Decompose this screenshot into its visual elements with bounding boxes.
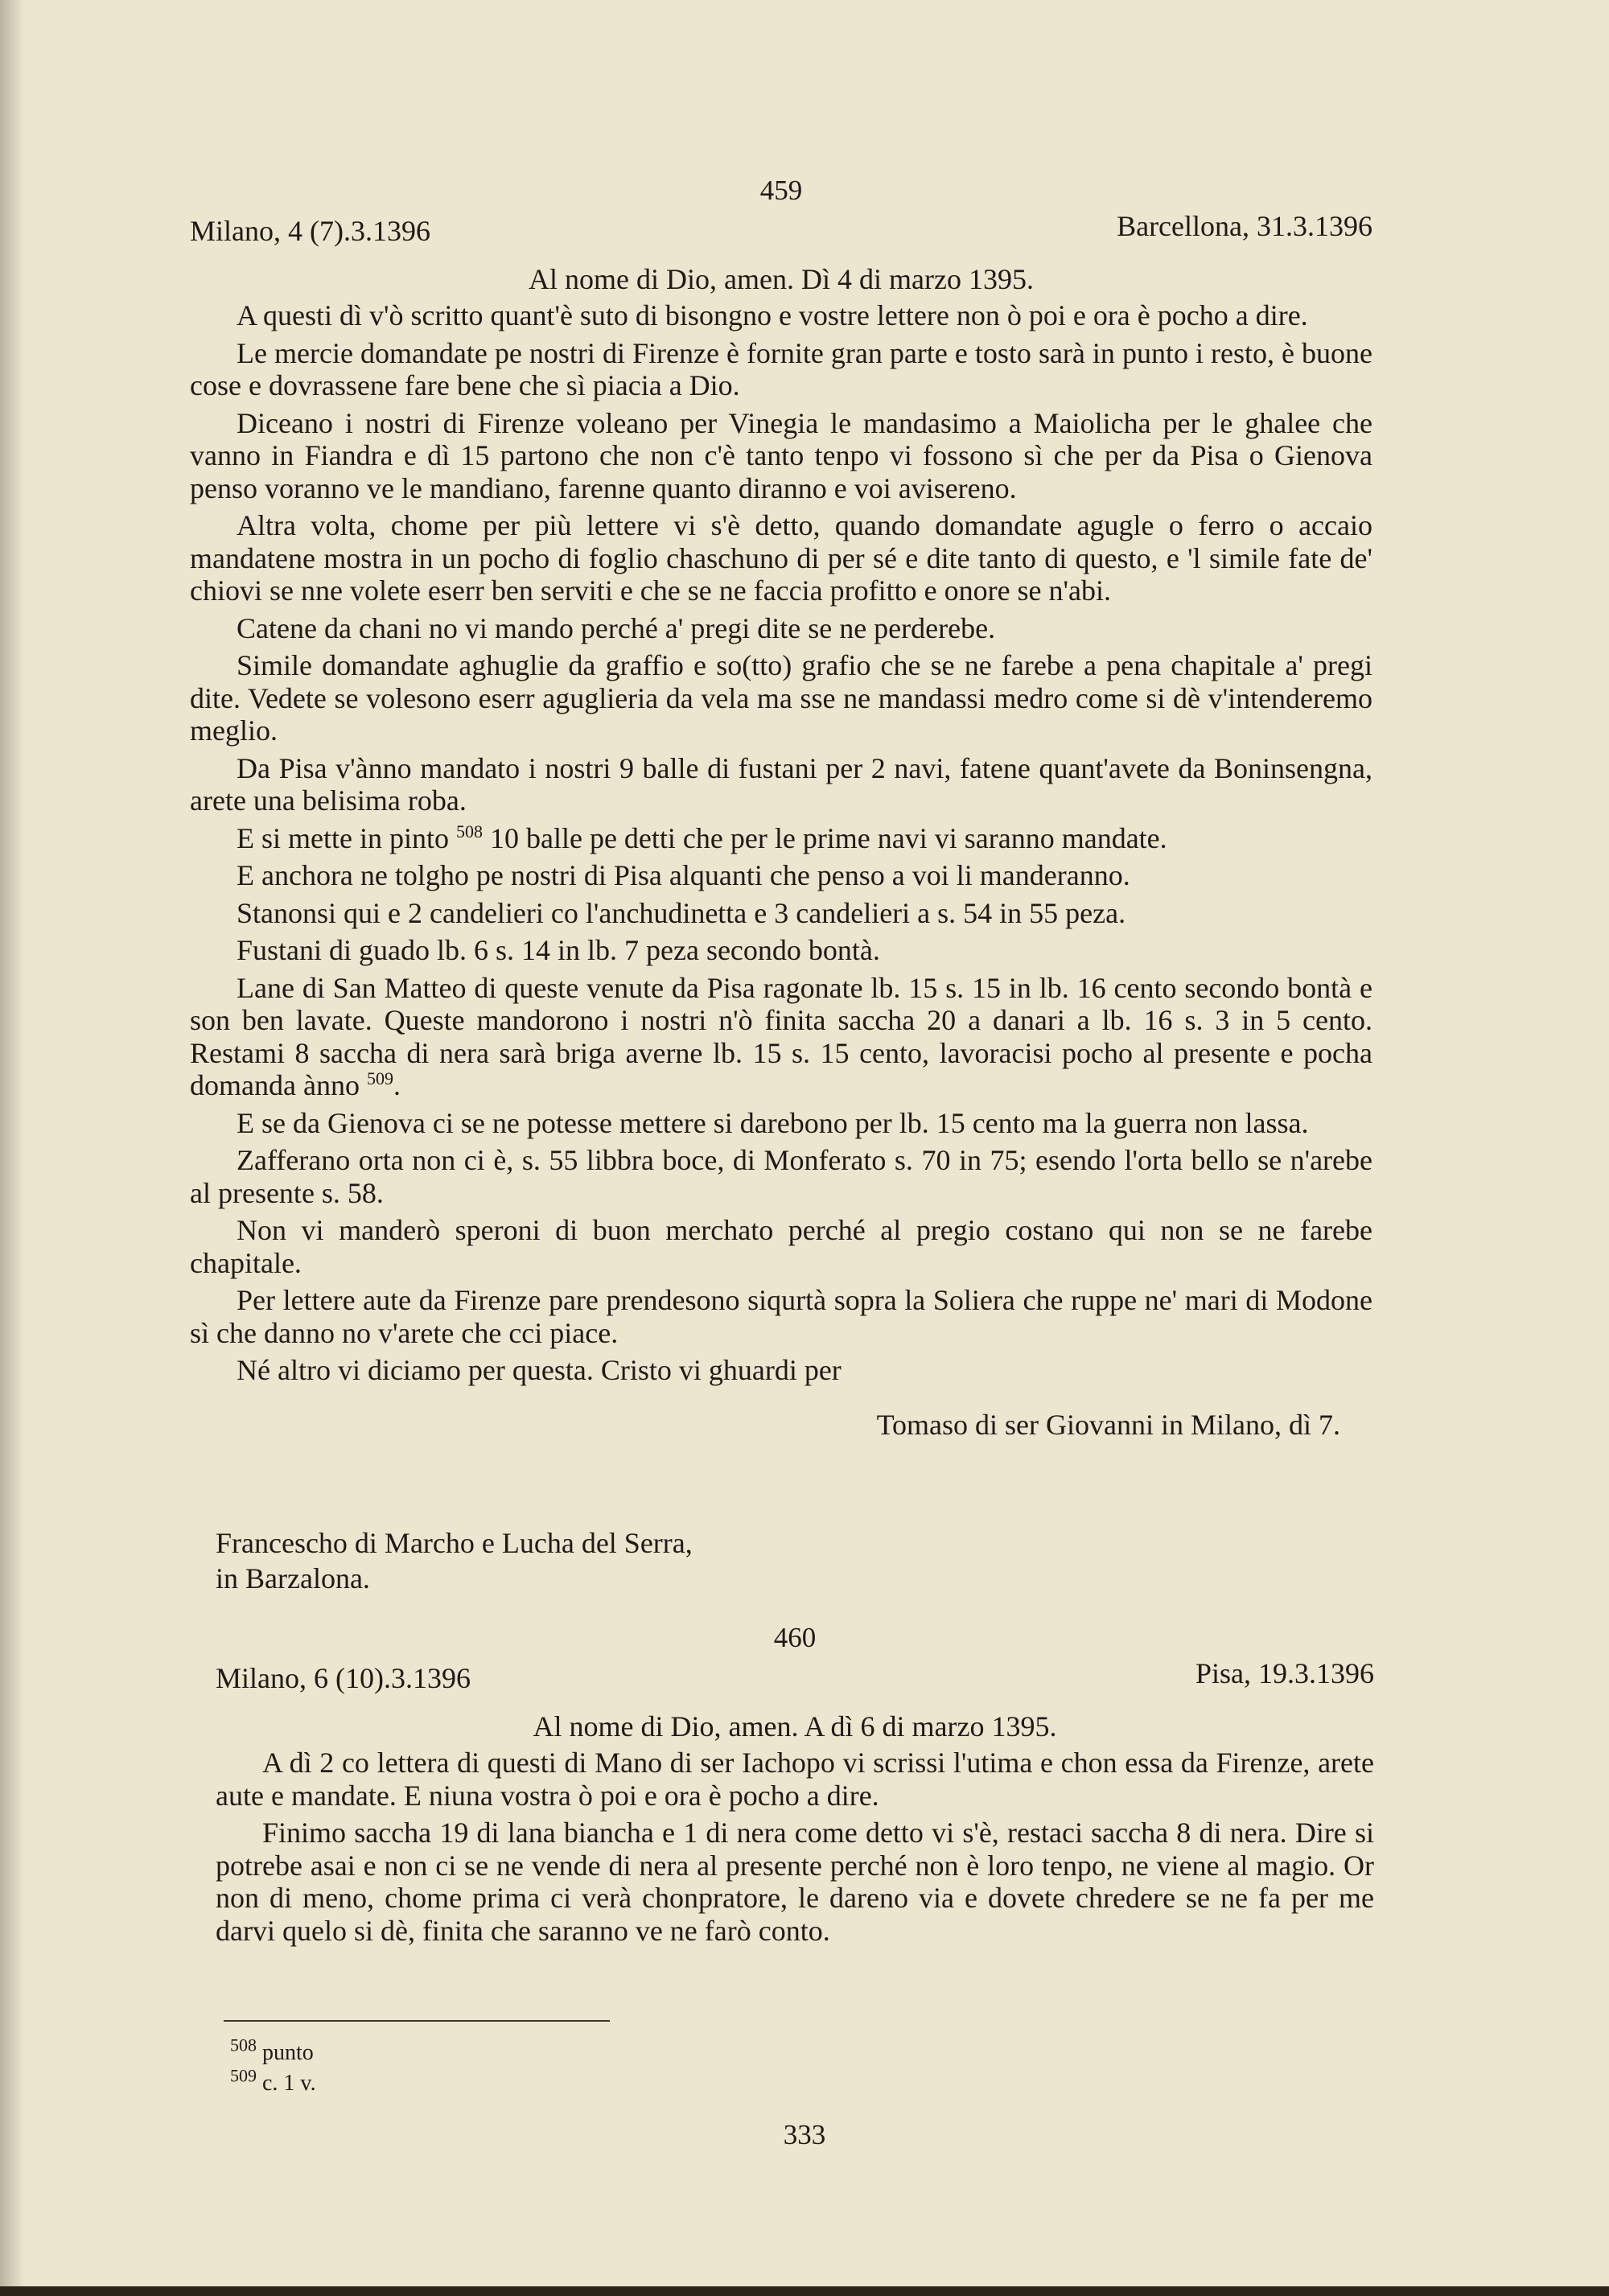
footnote: [230, 2035, 316, 2068]
paragraph-text: E si mette in pinto: [237, 821, 456, 854]
paragraph: A dì 2 co lettera di questi di Mano di ser Iachopo vi scrissi l'utima e chon essa da Firenze, arete aute e mandate. E niuna vostra ò poi e ora è pocho a dire.: [216, 1747, 1374, 1812]
paragraph-with-footnote: [190, 972, 1372, 1102]
sender-place-date: Milano, 4 (7).3.1396: [190, 215, 430, 247]
footnote-reference: 509: [366, 1068, 393, 1088]
paragraph: Altra volta, chome per più lettere vi s'è detto, quando domandate agugle o ferro o accaio mandatene mostra in un pocho di foglio chaschuno di per sé e dite tanto di questo, e 'l simile fate de' chiovi se nne volete eserr ben serviti e che se ne faccia profitto e onore se n'abi.: [190, 509, 1372, 607]
footnote-divider: [224, 2020, 610, 2022]
paragraph: Per lettere aute da Firenze pare prendesono siqurtà sopra la Soliera che ruppe ne' mari di Modone sì che danno no v'arete che cci piace.: [190, 1284, 1372, 1349]
letter-number: 459: [759, 175, 803, 206]
footnote-text: c. 1 v.: [262, 2071, 316, 2096]
letter-header: [216, 1656, 1374, 1701]
letter-address: [216, 1525, 693, 1596]
letter-459: [190, 172, 1372, 1442]
footnote-mark: 508: [230, 2035, 257, 2055]
paragraph: Non vi manderò speroni di buon merchato perché al pregio costano qui non se ne farebe chapitale.: [190, 1214, 1372, 1279]
page-bottom-edge: [0, 2286, 1609, 2296]
address-line: in Barzalona.: [216, 1562, 370, 1594]
footnote-reference: 508: [455, 821, 483, 841]
paragraph: Diceano i nostri di Firenze voleano per Vinegia le mandasimo a Maiolicha per le ghalee che vanno in Fiandra e dì 15 partono che non c'è tanto tenpo vi fossono sì che per da Pisa o Gienova penso voranno ve le mandiano, farenne quanto diranno e voi avisereno.: [190, 406, 1372, 504]
paragraph: Le mercie domandate pe nostri di Firenze è fornite gran parte e tosto sarà in punto i resto, è buone cose e dovrassene fare bene che sì piacia a Dio.: [190, 336, 1372, 401]
recipient-place-date: Pisa, 19.3.1396: [1195, 1657, 1374, 1689]
paragraph: Né altro vi diciamo per questa. Cristo vi ghuardi per: [237, 1354, 842, 1386]
paragraph: E se da Gienova ci se ne potesse mettere si darebono per lb. 15 cento ma la guerra non lassa.: [237, 1106, 1309, 1139]
letter-signature: Tomaso di ser Giovanni in Milano, dì 7.: [876, 1408, 1340, 1441]
book-spine-shadow: [0, 0, 24, 2296]
letter-invocation: Al nome di Dio, amen. A dì 6 di marzo 1395.: [533, 1710, 1057, 1743]
address-line: Francescho di Marcho e Lucha del Serra,: [216, 1527, 693, 1559]
paragraph-with-footnote: [190, 822, 1372, 855]
paragraph-text: Lane di San Matteo di queste venute da Pisa ragonate lb. 15 s. 15 in lb. 16 cento secondo bontà e son ben lavate. Queste mandorono i nostri n'ò finita saccha 20 a danari a lb. 16 s. 3 in 5 cento. Restami 8 saccha di nera sarà briga averne lb. 15 s. 15 cento, lavoracisi pocho al presente e pocha domanda ànno: [190, 971, 1372, 1101]
footnote-mark: 509: [230, 2065, 257, 2086]
paragraph: Finimo saccha 19 di lana biancha e 1 di nera come detto vi s'è, restaci saccha 8 di nera. Dire si potrebe asai e non ci se ne vende di nera al presente perché non è loro tenpo, ne viene al magio. Or non di meno, chome prima ci verà chonpratore, le dareno via e dovete chredere se ne fa per me darvi quelo si dè, finita che saranno ve ne farò conto.: [216, 1817, 1374, 1947]
paragraph: Simile domandate aghuglie da graffio e so(tto) grafio che se ne farebe a pena chapitale a' pregi dite. Vedete se volesono eserr aguglieria da vela ma sse ne mandassi medro come si dè v'intenderemo meglio.: [190, 649, 1372, 747]
paragraph-text: .: [393, 1069, 401, 1101]
paragraph: Fustani di guado lb. 6 s. 14 in lb. 7 peza secondo bontà.: [237, 934, 880, 966]
sender-place-date: Milano, 6 (10).3.1396: [216, 1662, 471, 1694]
footnote: [230, 2065, 316, 2099]
letter-460: [216, 1619, 1374, 1952]
footnotes: [230, 2035, 316, 2099]
page-number: 333: [783, 2119, 826, 2150]
letter-header: [190, 209, 1372, 254]
paragraph: Catene da chani no vi mando perché a' pregi dite se ne perderebe.: [237, 611, 996, 644]
footnote-text: punto: [262, 2040, 314, 2065]
letter-number: 460: [773, 1622, 817, 1653]
paragraph: E anchora ne tolgho pe nostri di Pisa alquanti che penso a voi li manderanno.: [237, 859, 1130, 891]
recipient-place-date: Barcellona, 31.3.1396: [1117, 210, 1372, 242]
paragraph: A questi dì v'ò scritto quant'è suto di bisongno e vostre lettere non ò poi e ora è pocho a dire.: [237, 299, 1308, 331]
paragraph: Da Pisa v'ànno mandato i nostri 9 balle di fustani per 2 navi, fatene quant'avete da Boninsengna, arete una belisima roba.: [190, 751, 1372, 817]
paragraph: Zafferano orta non ci è, s. 55 libbra boce, di Monferato s. 70 in 75; esendo l'orta bello se n'arebe al presente s. 58.: [190, 1144, 1372, 1209]
paragraph-text: 10 balle pe detti che per le prime navi vi saranno mandate.: [482, 821, 1167, 854]
letter-invocation: Al nome di Dio, amen. Dì 4 di marzo 1395.: [529, 263, 1034, 295]
paragraph: Stanonsi qui e 2 candelieri co l'anchudinetta e 3 candelieri a s. 54 in 55 peza.: [237, 896, 1126, 929]
